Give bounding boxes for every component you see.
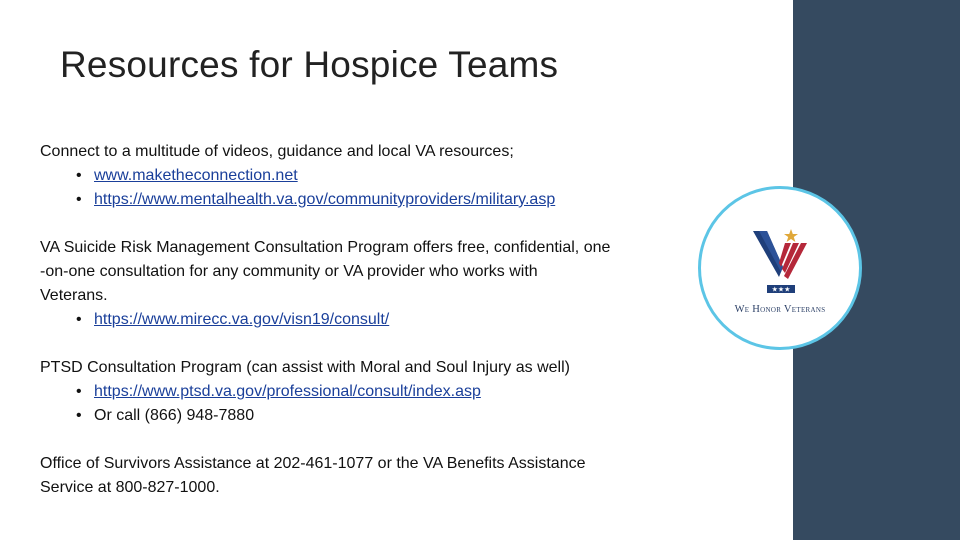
bullet-icon: • bbox=[76, 407, 82, 424]
list-item bbox=[40, 404, 700, 428]
page-title: Resources for Hospice Teams bbox=[60, 44, 559, 85]
list-item bbox=[40, 308, 700, 332]
text-line: VA Suicide Risk Management Consultation Program offers free, confidential, one bbox=[40, 239, 611, 256]
section-connect-links bbox=[40, 164, 700, 212]
stars-icon bbox=[767, 285, 795, 293]
link-ptsd-consult[interactable]: https://www.ptsd.va.gov/professional/consult/index.asp bbox=[94, 383, 481, 400]
bullet-icon: • bbox=[76, 167, 82, 184]
bullet-icon: • bbox=[76, 383, 82, 400]
we-honor-veterans-emblem-icon bbox=[753, 227, 819, 279]
text-line: -on-one consultation for any community or VA provider who works with bbox=[40, 263, 538, 280]
ptsd-phone-text: Or call (866) 948-7880 bbox=[94, 407, 255, 424]
bullet-icon: • bbox=[76, 311, 82, 328]
logo-text: We Honor Veterans bbox=[734, 304, 826, 315]
section-connect-text: Connect to a multitude of videos, guidance and local VA resources; bbox=[40, 143, 514, 160]
section-suicide-risk-links bbox=[40, 308, 700, 332]
link-mentalhealth-community-providers[interactable]: https://www.mentalhealth.va.gov/communityproviders/military.asp bbox=[94, 191, 556, 208]
text-line: Office of Survivors Assistance at 202-461-1077 or the VA Benefits Assistance bbox=[40, 455, 586, 472]
link-mirecc-consult[interactable]: https://www.mirecc.va.gov/visn19/consult/ bbox=[94, 311, 390, 328]
section-ptsd-text: PTSD Consultation Program (can assist with Moral and Soul Injury as well) bbox=[40, 359, 570, 376]
svg-text:★★★: ★★★ bbox=[771, 285, 791, 293]
link-maketheconnection[interactable]: www.maketheconnection.net bbox=[94, 167, 298, 184]
section-ptsd-links bbox=[40, 380, 700, 428]
text-line: Service at 800-827-1000. bbox=[40, 479, 220, 496]
text-line: Veterans. bbox=[40, 287, 108, 304]
list-item bbox=[40, 188, 700, 212]
section-suicide-risk-text bbox=[40, 236, 700, 308]
slide-body bbox=[40, 140, 700, 500]
section-survivors-text bbox=[40, 452, 700, 500]
bullet-icon: • bbox=[76, 191, 82, 208]
list-item bbox=[40, 164, 700, 188]
we-honor-veterans-logo bbox=[698, 186, 862, 350]
list-item bbox=[40, 380, 700, 404]
